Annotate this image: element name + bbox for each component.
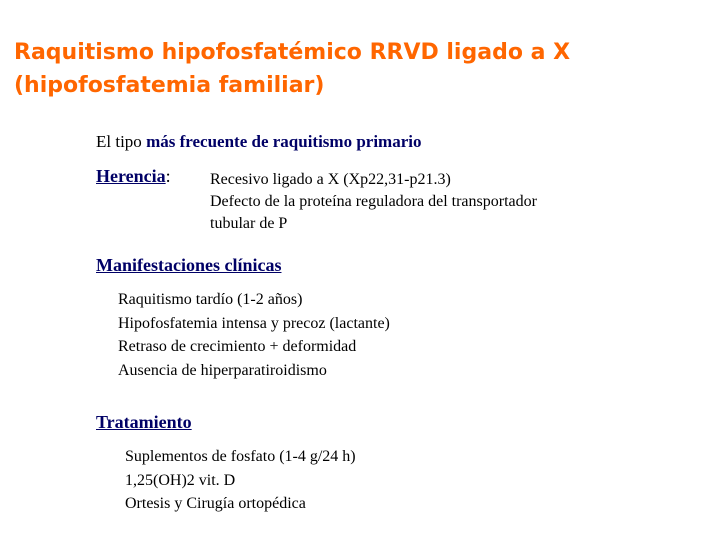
list-item: Raquitismo tardío (1-2 años) — [118, 291, 303, 308]
herencia-heading: Herencia — [96, 166, 166, 186]
tratamiento-list — [125, 445, 356, 516]
manifestaciones-heading-row — [96, 255, 281, 276]
title-line-1: Raquitismo hipofosfatémico RRVD ligado a X — [14, 40, 571, 65]
tratamiento-heading-row — [96, 412, 192, 433]
list-item: Suplementos de fosfato (1-4 g/24 h) — [125, 448, 356, 465]
herencia-line: Recesivo ligado a X (Xp22,31-p21.3) — [210, 171, 451, 188]
intro-line — [96, 131, 421, 153]
herencia-line: Defecto de la proteína reguladora del transportador — [210, 193, 537, 210]
herencia-colon: : — [165, 166, 171, 186]
list-item: Retraso de crecimiento + deformidad — [118, 338, 357, 355]
herencia-line: tubular de P — [210, 215, 288, 232]
slide-title — [14, 36, 714, 102]
manifestaciones-heading: Manifestaciones clínicas — [96, 255, 282, 275]
title-line-2: (hipofosfatemia familiar) — [14, 73, 325, 98]
intro-emphasis: más frecuente de raquitismo primario — [146, 132, 422, 151]
list-item: 1,25(OH)2 vit. D — [125, 471, 236, 489]
list-item: Hipofosfatemia intensa y precoz (lactante) — [118, 314, 390, 332]
list-item: Ausencia de hiperparatiroidismo — [118, 361, 327, 379]
intro-prefix: El tipo — [96, 132, 147, 151]
manifestaciones-list — [118, 288, 390, 382]
tratamiento-heading: Tratamiento — [96, 412, 192, 432]
list-item: Ortesis y Cirugía ortopédica — [125, 495, 306, 512]
herencia-heading-row — [96, 166, 171, 187]
herencia-details — [210, 169, 537, 235]
